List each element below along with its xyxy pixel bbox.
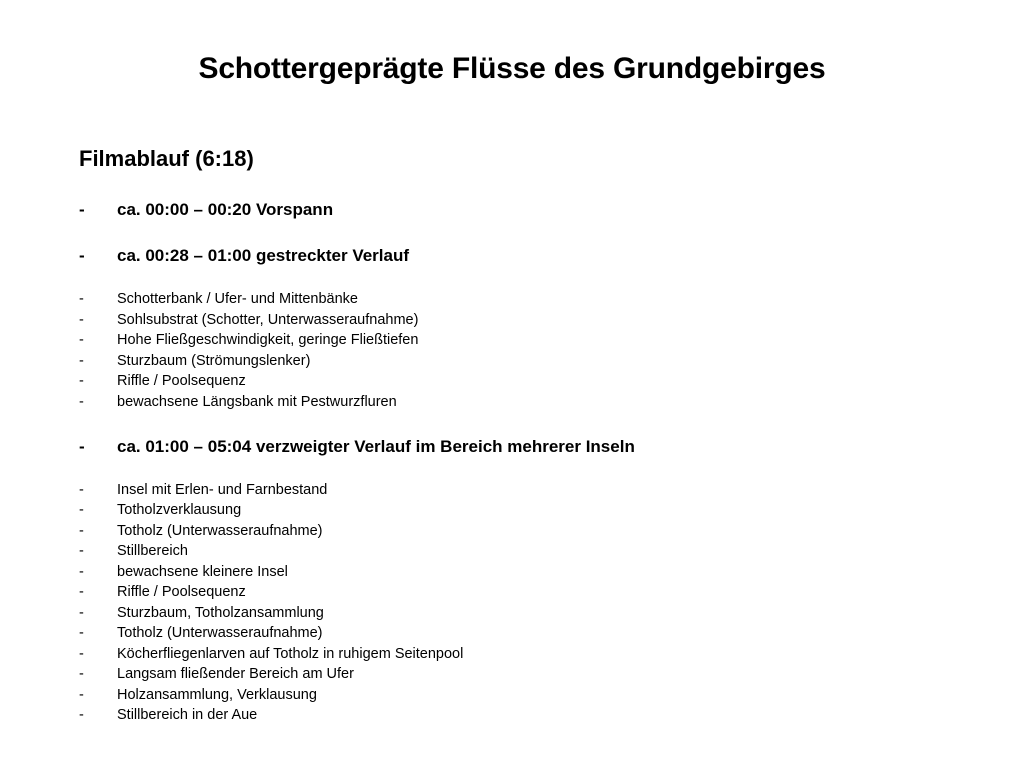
bullet-dash: -	[79, 543, 84, 559]
list-item-text: Stillbereich in der Aue	[117, 707, 258, 723]
slide-subtitle: Filmablauf (6:18)	[79, 146, 254, 171]
bullet-dash: -	[79, 312, 84, 328]
list-item-text: Sohlsubstrat (Schotter, Unterwasseraufnahme)	[117, 312, 419, 328]
list-item-text: Totholzverklausung	[117, 502, 242, 518]
list-item-text: Köcherfliegenlarven auf Totholz in ruhigem Seitenpool	[117, 646, 464, 662]
slide-title: Schottergeprägte Flüsse des Grundgebirges	[198, 52, 826, 85]
list-item-text: ca. 00:00 – 00:20 Vorspann	[117, 200, 334, 219]
list-item-text: Holzansammlung, Verklausung	[117, 687, 317, 703]
list-item-text: Stillbereich	[117, 543, 188, 559]
bullet-dash: -	[79, 246, 85, 265]
bullet-dash: -	[79, 687, 84, 703]
list-item-text: Riffle / Poolsequenz	[117, 373, 246, 389]
bullet-dash: -	[79, 353, 84, 369]
bullet-dash: -	[79, 482, 84, 498]
list-item-text: ca. 00:28 – 01:00 gestreckter Verlauf	[117, 246, 410, 265]
bullet-dash: -	[79, 625, 84, 641]
bullet-dash: -	[79, 200, 85, 219]
bullet-dash: -	[79, 523, 84, 539]
bullet-dash: -	[79, 666, 84, 682]
bullet-dash: -	[79, 584, 84, 600]
list-item-text: Schotterbank / Ufer- und Mittenbänke	[117, 291, 358, 307]
bullet-dash: -	[79, 646, 84, 662]
bullet-dash: -	[79, 502, 84, 518]
list-item-text: Hohe Fließgeschwindigkeit, geringe Fließtiefen	[117, 332, 419, 348]
bullet-dash: -	[79, 291, 84, 307]
bullet-dash: -	[79, 605, 84, 621]
list-item-text: Langsam fließender Bereich am Ufer	[117, 666, 354, 682]
list-item-text: Riffle / Poolsequenz	[117, 584, 246, 600]
bullet-dash: -	[79, 394, 84, 410]
list-item-text: Totholz (Unterwasseraufnahme)	[117, 523, 323, 539]
bullet-dash: -	[79, 707, 84, 723]
list-item-text: Totholz (Unterwasseraufnahme)	[117, 625, 323, 641]
bullet-dash: -	[79, 332, 84, 348]
bullet-dash: -	[79, 564, 84, 580]
list-item-text: Insel mit Erlen- und Farnbestand	[117, 482, 328, 498]
bullet-dash: -	[79, 373, 84, 389]
list-item-text: ca. 01:00 – 05:04 verzweigter Verlauf im Bereich mehrerer Inseln	[117, 437, 635, 456]
list-item-text: Sturzbaum, Totholzansammlung	[117, 605, 324, 621]
list-item-text: Sturzbaum (Strömungslenker)	[117, 353, 311, 369]
list-item-text: bewachsene Längsbank mit Pestwurzfluren	[117, 394, 397, 410]
list-item-text: bewachsene kleinere Insel	[117, 564, 288, 580]
bullet-dash: -	[79, 437, 85, 456]
